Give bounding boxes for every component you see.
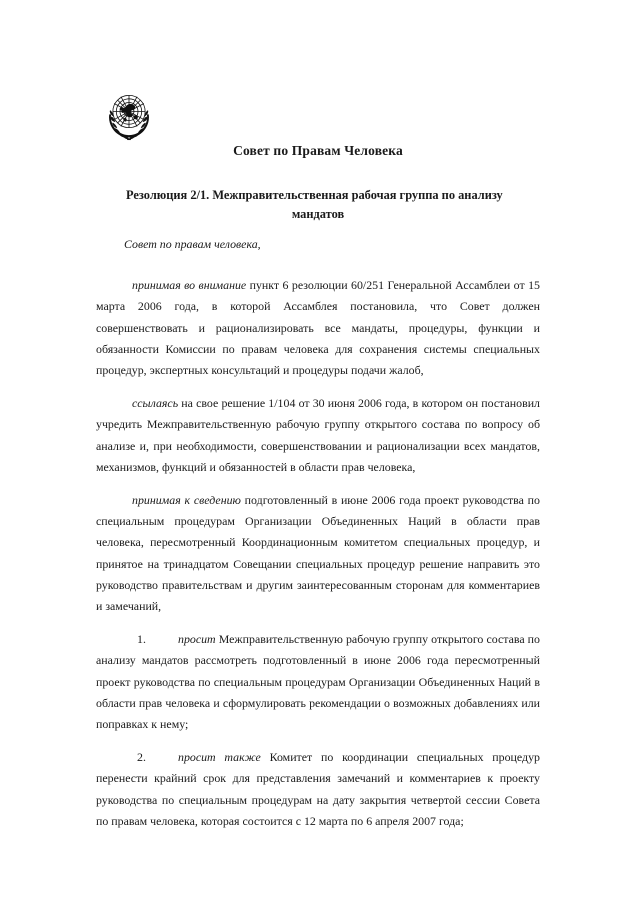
preamble-addressee	[96, 234, 540, 255]
paragraph-text: на свое решение 1/104 от 30 июня 2006 года, в котором он постановил учредить Межправительственную рабочую группу открытого состава по вопросу об анализе и, при необходимости, совершенствовании и рационализации всех мандатов, механизмов, функций и обязанностей в области прав человека,	[96, 396, 540, 474]
operative-paragraph-2	[96, 747, 540, 832]
paragraph-text: пункт 6 резолюции 60/251 Генеральной Ассамблеи от 15 марта 2006 года, в которой Ассамблея постановила, что Совет должен совершенствовать и рационализировать все мандаты, процедуры, функции и обязанности Комиссии по правам человека для сохранения системы специальных процедур, экспертных консультаций и процедуры подачи жалоб,	[96, 278, 540, 378]
preambular-paragraph-taking-note	[96, 490, 540, 617]
lead-in-phrase: принимая во внимание	[132, 278, 247, 293]
preamble-addressee-text: Совет по правам человека,	[124, 237, 261, 251]
preambular-paragraph-considering	[96, 275, 540, 381]
resolution-title-line-2: мандатов	[291, 207, 345, 221]
lead-in-phrase: принимая к сведению	[132, 493, 241, 508]
operative-paragraph-1	[96, 629, 540, 735]
operative-paragraph-number: 1.	[137, 632, 146, 647]
operative-paragraph-number: 2.	[137, 750, 146, 765]
page-title: Совет по Правам Человека	[233, 143, 403, 158]
paragraph-text: Межправительственную рабочую группу открытого состава по анализу мандатов рассмотреть подготовленный в июне 2006 года пересмотренный проект руководства по специальным процедурам Организации Объединенных Наций в области прав человека и сформулировать рекомендации о возможных добавлениях или поправках к нему;	[96, 632, 540, 732]
united-nations-emblem-icon	[98, 83, 160, 145]
lead-in-phrase: просит также	[178, 750, 261, 765]
lead-in-phrase: ссылаясь	[132, 396, 179, 411]
paragraph-text: подготовленный в июне 2006 года проект руководства по специальным процедурам Организации Объединенных Наций в области прав человека, пересмотренный Координационным комитетом специальных процедур, и принятое на тринадцатом Совещании специальных процедур решение направить это руководство правительствам и другим заинтересованным сторонам для комментариев и замечаний,	[96, 493, 540, 614]
document-body	[96, 234, 540, 844]
lead-in-phrase: просит	[178, 632, 216, 647]
resolution-title	[96, 186, 540, 224]
preambular-paragraph-recalling	[96, 393, 540, 478]
paragraph-text: Комитет по координации специальных процедур перенести крайний срок для представления замечаний и комментариев к проекту руководства по специальным процедурам на дату закрытия четвертой сессии Совета по правам человека, которая состоится с 12 марта по 6 апреля 2007 года;	[96, 750, 540, 828]
resolution-title-line-1: Резолюция 2/1. Межправительственная рабочая группа по анализу	[126, 188, 503, 202]
